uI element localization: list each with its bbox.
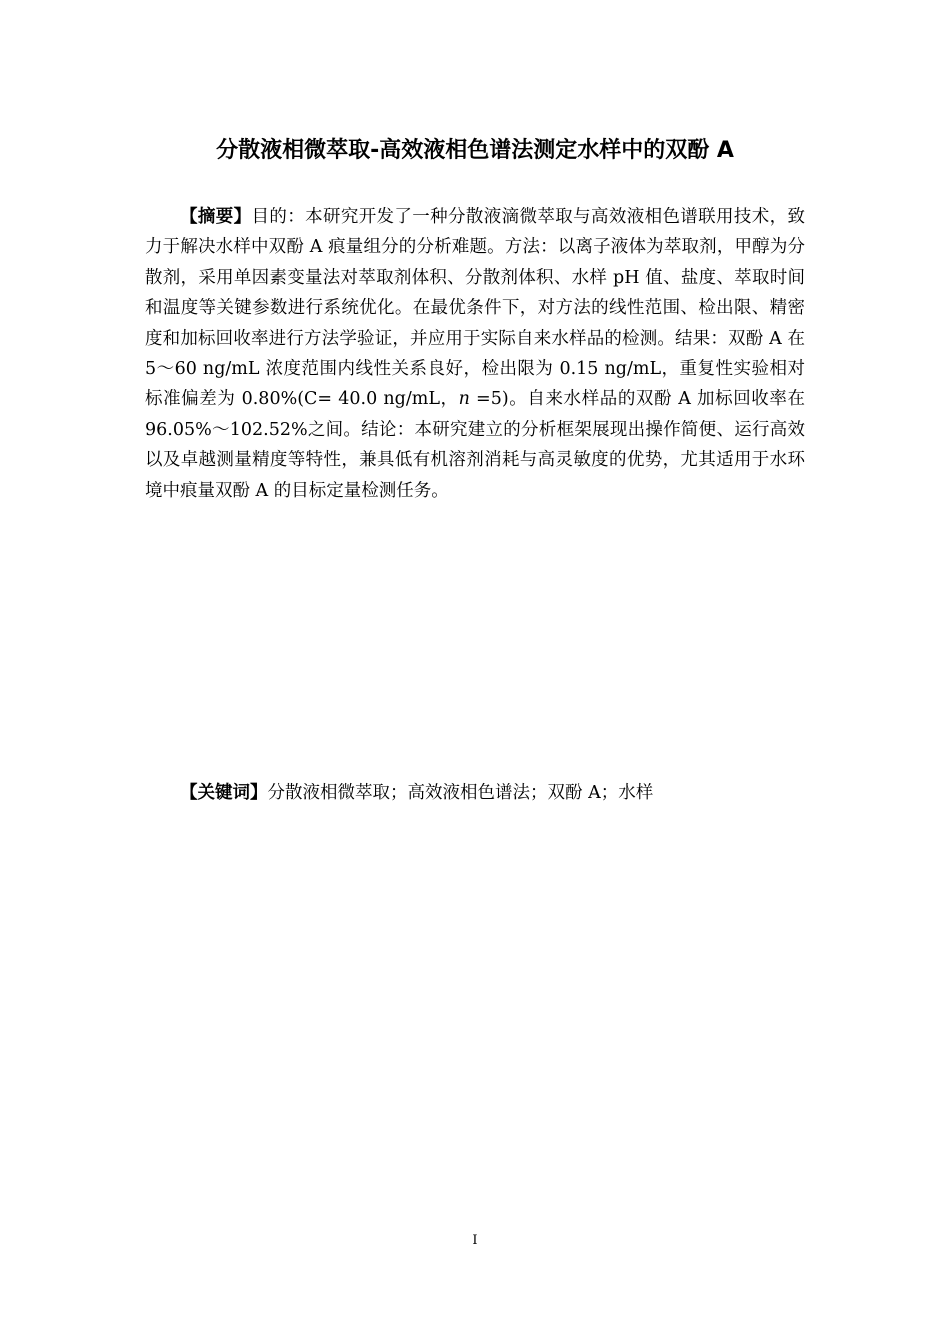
keyword-item: 高效液相色谱法	[407, 783, 530, 803]
keyword-separator: ；	[390, 783, 408, 803]
keyword-item: 水样	[618, 783, 654, 803]
abstract-label: 【摘要】	[180, 207, 252, 227]
keywords-label: 【关键词】	[180, 783, 268, 803]
abstract-text-part-2: =5)。自来水样品的双酚 A 加标回收率在 96.05%～102.52%之间。结论：本研究建立的分析框架展现出操作简便、运行高效以及卓越测量精度等特性，兼具低有机溶剂消耗与高灵敏度的优势，尤其适用于水环境中痕量双酚 A 的目标定量检测任务。	[145, 389, 805, 501]
abstract-paragraph	[145, 202, 805, 506]
keyword-separator: ；	[600, 783, 619, 803]
document-title: 分散液相微萃取-高效液相色谱法测定水样中的双酚 A	[216, 138, 734, 163]
abstract-italic-n: n	[458, 389, 470, 410]
page-number: I	[472, 1233, 478, 1248]
keyword-separator: ；	[530, 783, 548, 803]
keywords-line	[145, 778, 805, 808]
keyword-item: 分散液相微萃取	[267, 783, 390, 803]
keyword-item: 双酚 A	[547, 783, 601, 803]
abstract-text-part-1: 目的：本研究开发了一种分散液滴微萃取与高效液相色谱联用技术，致力于解决水样中双酚 A 痕量组分的分析难题。方法：以离子液体为萃取剂，甲醇为分散剂，采用单因素变量法对萃取剂体积、分散剂体积、水样 pH 值、盐度、萃取时间和温度等关键参数进行系统优化。在最优条件下，对方法的线性范围、检出限、精密度和加标回收率进行方法学验证，并应用于实际自来水样品的检测。结果：双酚 A 在 5～60 ng/mL 浓度范围内线性关系良好，检出限为 0.15 ng/mL，重复性实验相对标准偏差为 0.80%(C= 40.0 ng/mL，	[145, 207, 806, 410]
